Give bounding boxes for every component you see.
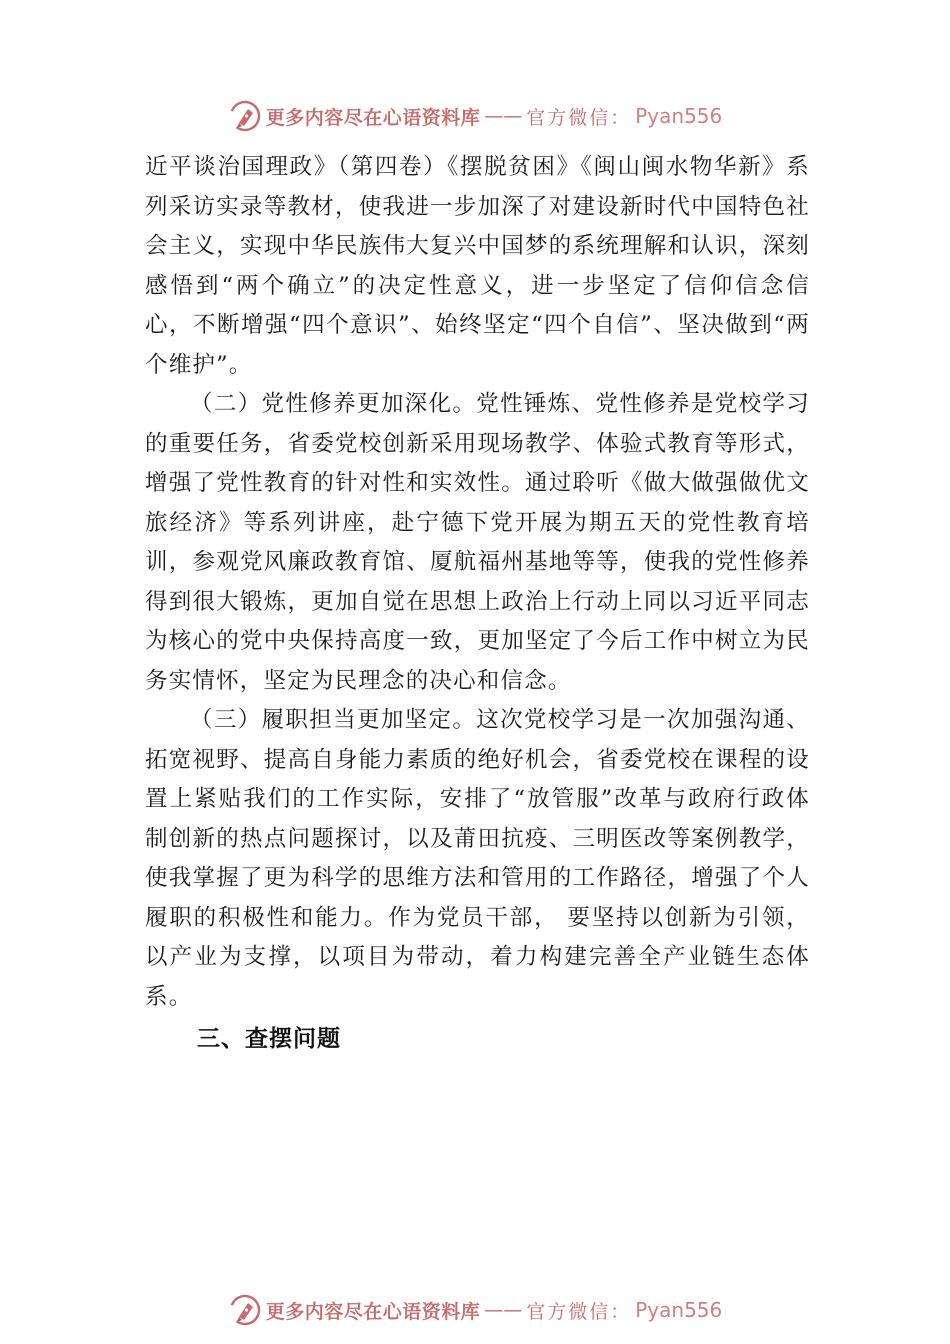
watermark-site-text: 更多内容尽在心语资料库 [265, 106, 481, 129]
footer-watermark [0, 1290, 950, 1330]
watermark-wechat-id: Pyan556 [635, 1298, 723, 1322]
watermark-site-text: 更多内容尽在心语资料库 [265, 1300, 481, 1323]
paragraph-continuation: 近平谈治国理政》（第四卷）《摆脱贫困》《闽山闽水物华新》系列采访实录等教材，使我进一步加深了对建设新时代中国特色社会主义，实现中华民族伟大复兴中国梦的系统理解和认识，深刻感悟到“两个确立”的决定性意义，进一步坚定了信仰信念信心，不断增强“四个意识”、始终坚定“四个自信”、坚决做到“两个维护”。 [145, 154, 810, 378]
paragraph-duty-performance: （三）履职担当更加坚定。这次党校学习是一次加强沟通、拓宽视野、提高自身能力素质的绝好机会，省委党校在课程的设置上紧贴我们的工作实际，安排了“放管服”改革与政府行政体制创新的热点问题探讨，以及莆田抗疫、三明医改等案例教学，使我掌握了更为科学的思维方法和管用的工作路径，增强了个人履职的积极性和能力。作为党员干部， 要坚持以创新为引领，以产业为支撑，以项目为带动，着力构建完善全产业链生态体系。 [145, 707, 810, 1010]
pen-nib-icon [228, 99, 262, 133]
header-watermark [0, 96, 950, 136]
watermark-dash: —— [484, 1299, 523, 1321]
document-body [145, 148, 810, 1061]
watermark-label: 官方微信： [526, 1300, 632, 1323]
watermark-dash: —— [484, 105, 523, 127]
paragraph-party-cultivation: （二）党性修养更加深化。党性锤炼、党性修养是党校学习的重要任务，省委党校创新采用现场教学、体验式教育等形式，增强了党性教育的针对性和实效性。通过聆听《做大做强做优文旅经济》等系列讲座，赴宁德下党开展为期五天的党性教育培训，参观党风廉政教育馆、厦航福州基地等等，使我的党性修养得到很大锻炼，更加自觉在思想上政治上行动上同以习近平同志为核心的党中央保持高度一致，更加坚定了今后工作中树立为民务实情怀，坚定为民理念的决心和信念。 [145, 391, 810, 694]
pen-nib-icon [228, 1293, 262, 1327]
section-heading: 三、查摆问题 [197, 1026, 341, 1052]
watermark-label: 官方微信： [526, 106, 632, 129]
watermark-wechat-id: Pyan556 [635, 104, 723, 128]
